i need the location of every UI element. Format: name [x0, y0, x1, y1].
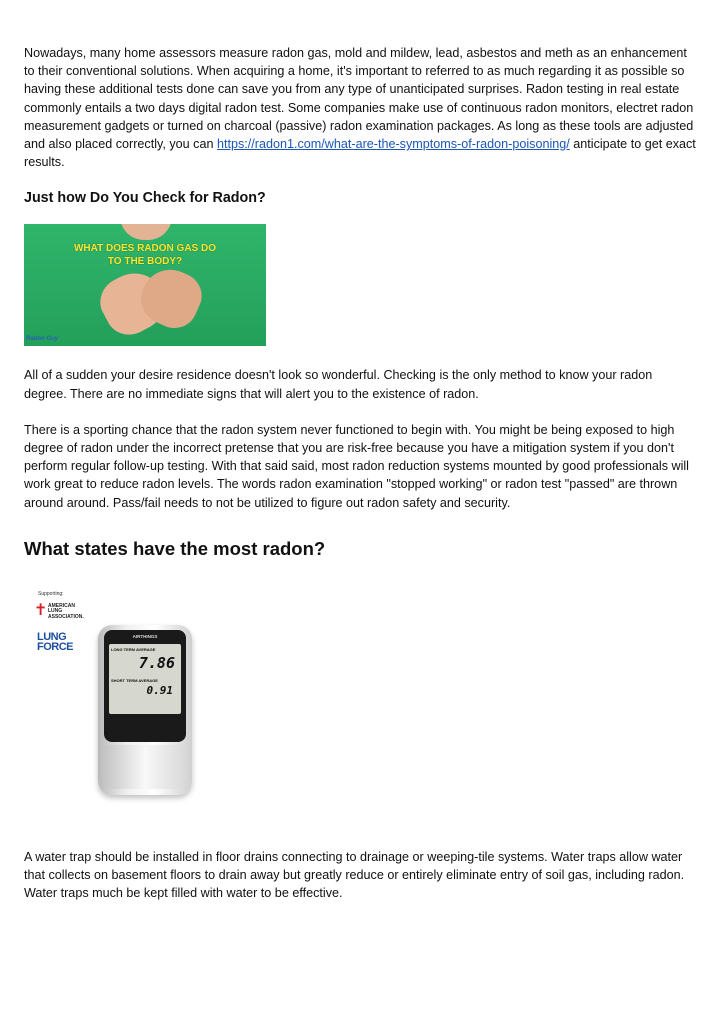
long-term-label: LONG TERM AVERAGE [111, 646, 156, 652]
device-display-frame [104, 630, 186, 742]
radon-symptoms-link[interactable]: https://radon1.com/what-are-the-symptoms-of-radon-poisoning/ [216, 137, 570, 152]
radon-detector-device [98, 625, 192, 795]
intro-text: Nowadays, many home assessors measure radon gas, mold and mildew, lead, asbestos and meth as an enhancement to their conventional solutions. When acquiring a home, it's important to referred to as much regarding it as possible so having these additional tests done can save you from any type of unanticipated surprises. Radon testing in real estate commonly entails a two days digital radon test. Some companies make use of continuous radon monitors, electret radon measurement gadgets or turned on charcoal (passive) radon examination packages. As long as these tools are adjusted and also placed correctly, you can [24, 46, 694, 152]
radon-body-image [24, 224, 266, 346]
section-heading-check-radon: Just how Do You Check for Radon? [24, 190, 266, 207]
paragraph-4: A water trap should be installed in floor drains connecting to drainage or weeping-tile systems. Water traps allow water that collects on basement floors to drain away but greatly reduce or entirely eliminate entry of soil gas, including radon. Water traps much be kept filled with water to be effective. [24, 849, 685, 901]
lung-force-line1: LUNG [37, 630, 67, 643]
image-caption [24, 242, 266, 268]
device-brand: AIRTHINGS [132, 633, 158, 639]
supporting-label: Supporting: [38, 590, 64, 597]
radon-monitor-image [24, 591, 194, 801]
long-term-value: 7.86 [138, 653, 175, 672]
lung-force-logo [37, 632, 73, 652]
image-logo: Radon Guy [26, 336, 59, 343]
lung-association-logo [48, 604, 84, 621]
device-lcd-screen [109, 644, 181, 714]
device-lower-body [104, 745, 186, 789]
intro-after-link: anticipate to get exact results. [24, 137, 696, 170]
neck-shape [120, 224, 172, 240]
lung-association-cross-icon: ✝ [34, 601, 48, 619]
image-caption-line1: WHAT DOES RADON GAS DO [73, 243, 217, 255]
section-heading-states-radon: What states have the most radon? [24, 537, 326, 559]
intro-paragraph [24, 44, 696, 171]
lung-force-line2: FORCE [37, 640, 73, 653]
short-term-label: SHORT TERM AVERAGE [111, 677, 158, 683]
document-page [24, 44, 696, 902]
image-caption-line2: TO THE BODY? [107, 256, 183, 268]
paragraph-3: There is a sporting chance that the radon system never functioned to begin with. You might be being exposed to high degree of radon under the incorrect pretense that you are risk-free because you have a mitigation system if you don't perform regular follow-up testing. With that said said, most radon reduction systems mounted by good professionals will work great to reduce radon levels. The words radon examination "stopped working" or radon test "passed" are thrown around around. Pass/fail needs to not be utilized to figure out radon safety and security. [24, 422, 689, 510]
short-term-value: 0.91 [146, 683, 173, 697]
ala-line2: LUNG [48, 608, 63, 615]
paragraph-2: All of a sudden your desire residence doesn't look so wonderful. Checking is the only method to know your radon degree. There are no immediate signs that will alert you to the existence of radon. [24, 368, 653, 401]
ala-line1: AMERICAN [48, 602, 75, 609]
ala-line3: ASSOCIATION. [48, 613, 84, 620]
